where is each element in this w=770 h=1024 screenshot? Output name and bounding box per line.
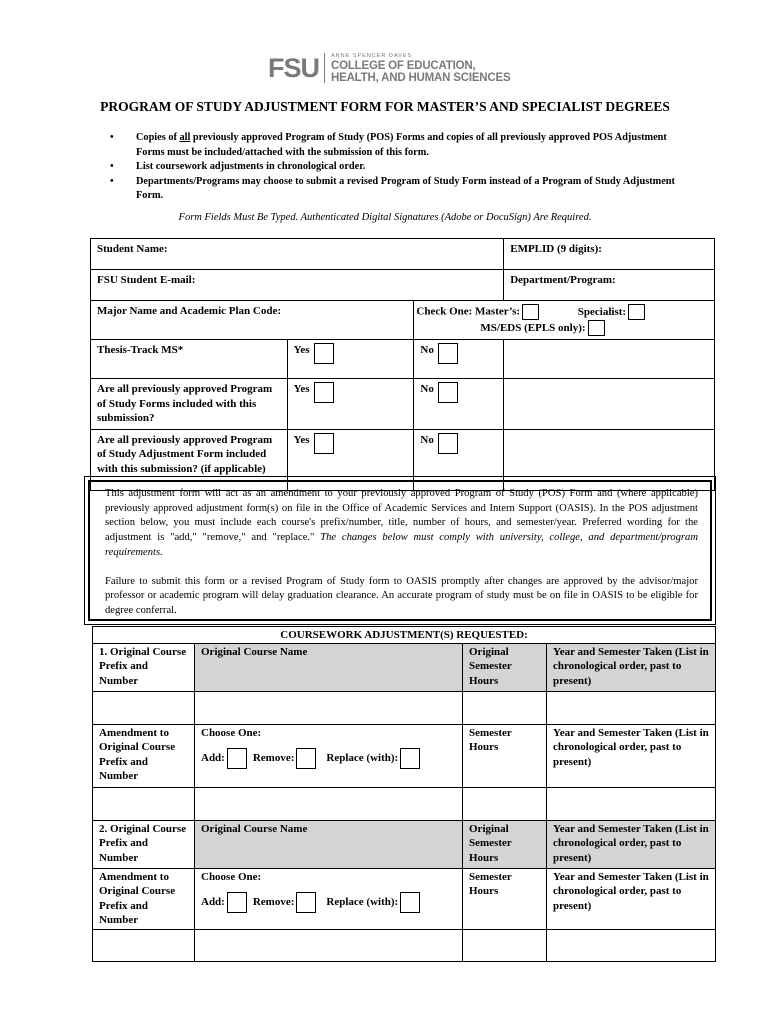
amend-prefix-input[interactable] [93, 787, 195, 820]
amend-year-input[interactable] [547, 929, 716, 961]
email-field[interactable]: FSU Student E-mail: [91, 270, 504, 301]
year-taken-header: Year and Semester Taken (List in chronological order, past to present) [547, 643, 716, 691]
year-taken-header: Year and Semester Taken (List in chronological order, past to present) [547, 724, 716, 787]
replace-checkbox[interactable] [400, 892, 420, 913]
adj-no: No [414, 429, 504, 490]
department-field[interactable]: Department/Program: [504, 270, 715, 301]
year-taken-header: Year and Semester Taken (List in chronological order, past to present) [547, 820, 716, 868]
major-field[interactable]: Major Name and Academic Plan Code: [91, 301, 414, 340]
adj-yes: Yes [287, 429, 414, 490]
thesis-yes: Yes [287, 340, 414, 379]
orig-name-header: Original Course Name [195, 643, 463, 691]
add-checkbox[interactable] [227, 892, 247, 913]
year-taken-input[interactable] [547, 691, 716, 724]
logo-line2: COLLEGE OF EDUCATION, [331, 59, 476, 72]
pos-no: No [414, 379, 504, 430]
remove-checkbox[interactable] [296, 748, 316, 769]
adj-no-checkbox[interactable] [438, 433, 458, 454]
coursework-heading: COURSEWORK ADJUSTMENT(S) REQUESTED: [93, 627, 716, 644]
student-name-field[interactable]: Student Name: [91, 239, 504, 270]
year-taken-header: Year and Semester Taken (List in chronological order, past to present) [547, 868, 716, 929]
amend-name-input[interactable] [195, 929, 463, 961]
thesis-no-checkbox[interactable] [438, 343, 458, 364]
amend-prefix-input[interactable] [93, 929, 195, 961]
pos-no-checkbox[interactable] [438, 382, 458, 403]
thesis-yes-checkbox[interactable] [314, 343, 334, 364]
sem-hours-header: Semester Hours [463, 868, 547, 929]
notice-box [84, 476, 716, 625]
add-checkbox[interactable] [227, 748, 247, 769]
logo-line1: ANNE SPENCER DAVES [331, 52, 413, 59]
orig-prefix-header: 2. Original Course Prefix and Number [93, 820, 195, 868]
replace-checkbox[interactable] [400, 748, 420, 769]
student-info-table [90, 238, 715, 491]
amend-prefix-header: Amendment to Original Course Prefix and Number [93, 724, 195, 787]
instructions-list [110, 131, 690, 204]
college-logo [268, 50, 510, 86]
sem-hours-header: Semester Hours [463, 724, 547, 787]
instruction-item: • Copies of all previously approved Program of Study (POS) Forms and copies of all previously approved POS Adjustment Forms must be included/attached with the submission of this form. [110, 132, 667, 158]
logo-mark: FSU [268, 52, 319, 83]
notice-content [88, 480, 712, 621]
orig-prefix-input[interactable] [93, 691, 195, 724]
remove-checkbox[interactable] [296, 892, 316, 913]
form-fields-note: Form Fields Must Be Typed. Authenticated Digital Signatures (Adobe or DocuSign) Are Required. [178, 212, 592, 223]
amend-prefix-header: Amendment to Original Course Prefix and Number [93, 868, 195, 929]
logo-divider [324, 53, 325, 83]
orig-name-header: Original Course Name [195, 820, 463, 868]
orig-hours-input[interactable] [463, 691, 547, 724]
choose-one-cell: Choose One: Add: Remove: Replace (with): [195, 724, 463, 787]
thesis-no: No [414, 340, 504, 379]
emplid-field[interactable]: EMPLID (9 digits): [504, 239, 715, 270]
coursework-table [92, 626, 716, 962]
orig-prefix-header: 1. Original Course Prefix and Number [93, 643, 195, 691]
masters-checkbox[interactable] [522, 304, 539, 320]
logo-line3: HEALTH, AND HUMAN SCIENCES [331, 71, 511, 84]
pos-forms-question: Are all previously approved Program of Study Forms included with this submission? [91, 379, 288, 430]
degree-check: Check One: Master’s: Specialist: MS/EDS (EPLS only): [414, 301, 715, 340]
orig-name-input[interactable] [195, 691, 463, 724]
amend-hours-input[interactable] [463, 929, 547, 961]
orig-hours-header: Original Semester Hours [463, 643, 547, 691]
notice-paragraph: Failure to submit this form or a revised Program of Study form to OASIS promptly after changes are approved by the advisor/major professor or academic program will delay graduation clearance. An accurate program of study must be on file in OASIS to be eligible for degree conferral. [105, 575, 698, 616]
adjustment-forms-question: Are all previously approved Program of Study Adjustment Form included with this submission? (if applicable) [91, 429, 288, 490]
instruction-item: • Departments/Programs may choose to submit a revised Program of Study Form instead of a Program of Study Adjustment Form. [110, 175, 675, 201]
logo-wordmark [331, 53, 510, 84]
choose-one-cell: Choose One: Add: Remove: Replace (with): [195, 868, 463, 929]
instruction-item: • List coursework adjustments in chronological order. [110, 161, 366, 172]
amend-name-input[interactable] [195, 787, 463, 820]
ms-eds-checkbox[interactable] [588, 320, 605, 336]
notice-paragraph: This adjustment form will act as an amendment to your previously approved Program of Study (POS) Form and (where applicable) previously approved adjustment form(s) on file in the Office of Academic Services and Intern Support (OASIS). In the POS adjustment section below, you must include each course's prefix/number, title, number of hours, and semester/year. Preferred wording for the adjustment is "add," "remove," and "replace." The changes below must comply with university, college, and department/program requirements. [105, 488, 698, 558]
amend-year-input[interactable] [547, 787, 716, 820]
pos-yes: Yes [287, 379, 414, 430]
amend-hours-input[interactable] [463, 787, 547, 820]
adj-yes-checkbox[interactable] [314, 433, 334, 454]
form-title: PROGRAM OF STUDY ADJUSTMENT FORM FOR MASTER’S AND SPECIALIST DEGREES [100, 99, 670, 114]
pos-yes-checkbox[interactable] [314, 382, 334, 403]
thesis-label: Thesis-Track MS* [91, 340, 288, 379]
orig-hours-header: Original Semester Hours [463, 820, 547, 868]
specialist-checkbox[interactable] [628, 304, 645, 320]
